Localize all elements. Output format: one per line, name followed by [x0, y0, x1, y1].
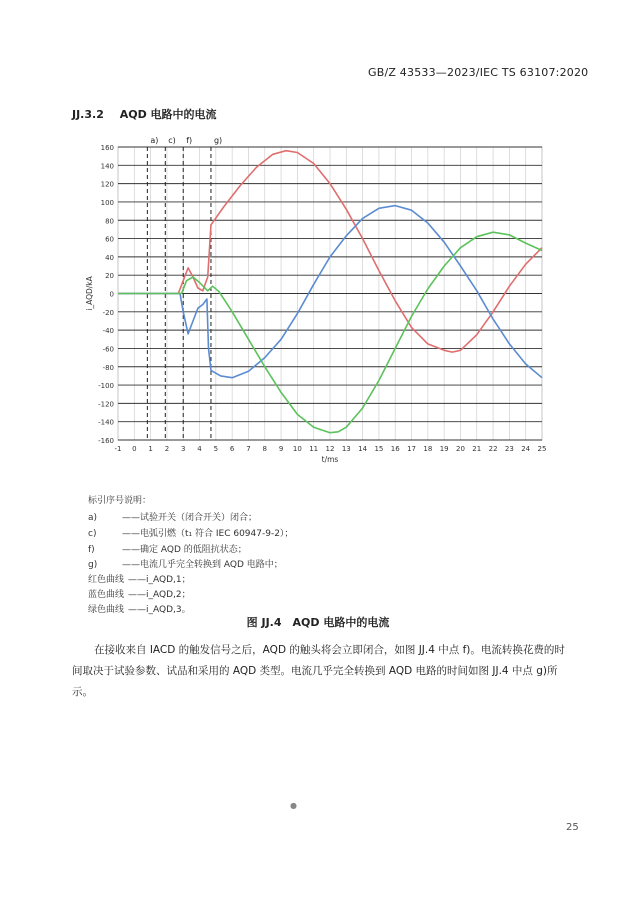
- legend-item: [88, 572, 191, 585]
- legend-key: g): [88, 560, 98, 570]
- x-tick-label: 7: [246, 445, 251, 453]
- y-tick-label: -120: [98, 400, 114, 409]
- y-tick-label: -60: [102, 345, 114, 354]
- legend-key: c): [88, 529, 97, 539]
- section-title: AQD 电路中的电流: [119, 108, 217, 121]
- x-tick-label: 19: [439, 445, 449, 453]
- legend-key: 红色曲线: [88, 575, 125, 585]
- legend-key: 蓝色曲线: [88, 590, 125, 600]
- x-tick-label: 3: [180, 445, 186, 453]
- scan-speck: ●: [290, 801, 297, 810]
- legend-item: [88, 510, 257, 523]
- x-tick-label: 6: [229, 445, 235, 453]
- x-tick-label: 1: [148, 445, 153, 453]
- x-tick-label: 14: [358, 445, 368, 453]
- y-tick-label: 120: [100, 180, 114, 189]
- marker-label: f): [186, 136, 193, 145]
- standard-code-header: GB/Z 43533—2023/IEC TS 63107:2020: [368, 66, 589, 79]
- x-tick-label: 16: [390, 445, 400, 453]
- figure-caption: 图 JJ.4 AQD 电路中的电流: [246, 616, 390, 629]
- body-paragraph: 在接收来自 IACD 的触发信号之后，AQD 的触头将会立即闭合，如图 JJ.4 中点 f)。电流转换花费的时间取决于试验参数、试品和采用的 AQD 类型。电流几乎完全转换到 AQD 电路的时间如图 JJ.4 中点 g)所示。: [72, 644, 565, 698]
- marker-label: c): [168, 136, 176, 145]
- y-tick-label: -80: [102, 363, 114, 372]
- y-tick-label: 60: [105, 235, 114, 244]
- current-chart: [70, 130, 550, 470]
- x-tick-label: 4: [197, 445, 202, 453]
- marker-label: g): [213, 136, 223, 145]
- legend-text: ——i_AQD,2；: [128, 590, 191, 600]
- x-tick-label: 0: [132, 445, 137, 453]
- section-heading: [72, 106, 217, 122]
- y-tick-label: 0: [109, 290, 114, 299]
- y-tick-label: 20: [105, 272, 114, 281]
- y-tick-label: -100: [98, 382, 114, 391]
- y-tick-label: -20: [102, 308, 114, 317]
- legend-text: ——电流几乎完全转换到 AQD 电路中；: [122, 560, 283, 570]
- legend-item: [88, 526, 293, 539]
- x-tick-label: 9: [278, 445, 284, 453]
- y-tick-label: 80: [105, 217, 114, 226]
- x-tick-label: 15: [374, 445, 384, 453]
- x-tick-label: 23: [504, 445, 514, 453]
- x-tick-label: 22: [488, 445, 498, 453]
- legend-key: a): [88, 513, 98, 523]
- section-number: JJ.3.2: [72, 108, 104, 121]
- x-tick-label: 25: [537, 445, 547, 453]
- x-tick-label: 18: [423, 445, 433, 453]
- x-tick-label: 21: [472, 445, 482, 453]
- legend-key: 绿色曲线: [88, 605, 125, 615]
- y-tick-label: 140: [100, 162, 114, 171]
- x-tick-label: 2: [164, 445, 170, 453]
- y-tick-label: -160: [98, 437, 114, 445]
- x-axis-label: t/ms: [321, 455, 339, 464]
- legend-key: f): [88, 545, 95, 555]
- legend-item: [88, 587, 191, 600]
- legend-text: ——试验开关（闭合开关）闭合；: [122, 513, 258, 523]
- x-tick-label: 24: [521, 445, 531, 453]
- y-tick-label: 40: [105, 253, 114, 262]
- legend-title: 标引序号说明：: [88, 496, 152, 506]
- x-tick-label: 5: [213, 445, 219, 453]
- legend-text: ——i_AQD,1；: [128, 575, 191, 585]
- x-tick-label: 17: [407, 445, 416, 453]
- legend-text: ——i_AQD,3。: [128, 605, 191, 615]
- legend-item: [88, 542, 247, 555]
- x-tick-label: -1: [114, 445, 122, 453]
- x-tick-label: 13: [341, 445, 351, 453]
- y-tick-label: -40: [102, 327, 114, 336]
- y-tick-label: -140: [98, 418, 114, 427]
- legend-text: ——确定 AQD 的低阻抗状态；: [122, 545, 247, 555]
- legend-text: ——电弧引燃（t₁ 符合 IEC 60947-9-2）；: [122, 529, 294, 539]
- marker-label: a): [150, 136, 159, 145]
- x-tick-label: 10: [292, 445, 302, 453]
- x-tick-label: 20: [456, 445, 465, 453]
- x-tick-label: 11: [309, 445, 319, 453]
- y-tick-label: 160: [100, 144, 114, 152]
- y-tick-label: 100: [100, 198, 114, 207]
- page-number: 25: [566, 822, 579, 833]
- x-tick-label: 12: [325, 445, 335, 453]
- y-axis-label: i_AQD/kA: [85, 276, 94, 311]
- legend-item: [88, 557, 283, 570]
- x-tick-label: 8: [262, 445, 268, 453]
